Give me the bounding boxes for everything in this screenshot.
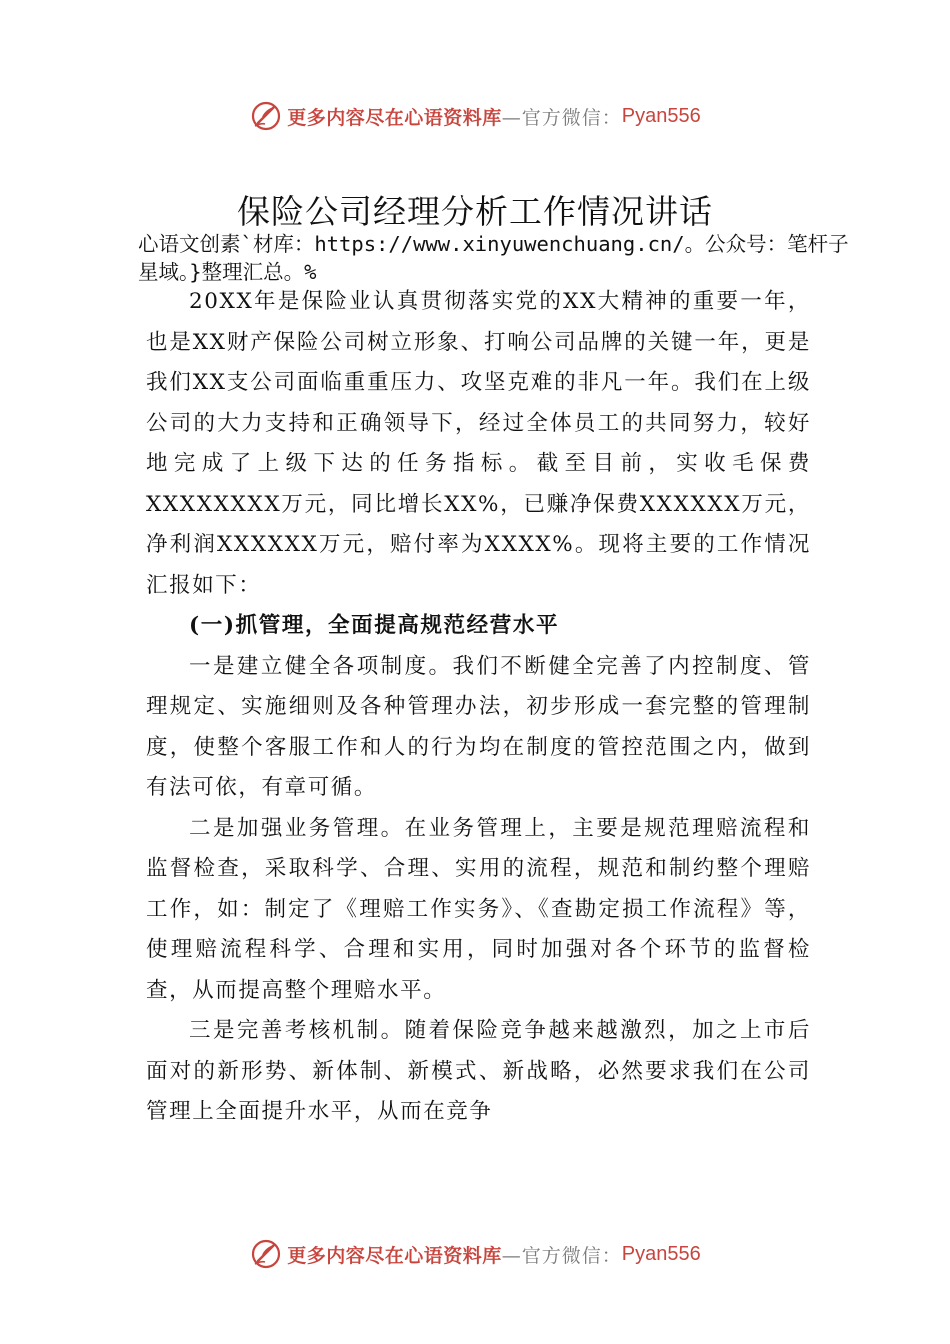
quill-logo-icon — [249, 1237, 283, 1271]
document-body — [146, 282, 811, 1133]
header-banner — [0, 96, 950, 136]
document-title: 保险公司经理分析工作情况讲话 — [237, 192, 713, 231]
footer-banner — [0, 1234, 950, 1274]
section-heading: (一)抓管理，全面提高规范经营水平 — [189, 613, 560, 638]
source-line: 心语文创素`材库：https://www.xinyuwenchuang.cn/。公众号：笔杆子星域。}整理汇总。% — [138, 232, 849, 284]
banner-library-text: 更多内容尽在心语资料库 — [287, 1244, 502, 1267]
banner-wechat-id: Pyan556 — [621, 1242, 701, 1265]
banner-wechat-label: —官方微信： — [501, 1244, 622, 1267]
quill-logo-icon — [249, 99, 283, 133]
paragraph-item-1: 一是建立健全各项制度。我们不断健全完善了内控制度、管理规定、实施细则及各种管理办法，初步形成一套完整的管理制度，使整个客服工作和人的行为均在制度的管控范围之内，做到有法可依，有章可循。 — [146, 653, 811, 800]
paragraph-item-3: 三是完善考核机制。随着保险竞争越来越激烈，加之上市后面对的新形势、新体制、新模式、新战略，必然要求我们在公司管理上全面提升水平，从而在竞争 — [146, 1018, 811, 1124]
banner-library-text: 更多内容尽在心语资料库 — [287, 106, 502, 129]
banner-wechat-id: Pyan556 — [621, 104, 701, 127]
paragraph-intro: 20XX年是保险业认真贯彻落实党的XX大精神的重要一年，也是XX财产保险公司树立形象、打响公司品牌的关键一年，更是我们XX支公司面临重重压力、攻坚克难的非凡一年。我们在上级公司的大力支持和正确领导下，经过全体员工的共同努力，较好地完成了上级下达的任务指标。截至目前，实收毛保费XXXXXXXX万元，同比增长XX%，已赚净保费XXXXXX万元，净利润XXXXXX万元，赔付率为XXXX%。现将主要的工作情况汇报如下： — [146, 289, 811, 598]
paragraph-item-2: 二是加强业务管理。在业务管理上，主要是规范理赔流程和监督检查，采取科学、合理、实用的流程，规范和制约整个理赔工作，如：制定了《理赔工作实务》、《查勘定损工作流程》等，使理赔流程科学、合理和实用，同时加强对各个环节的监督检查，从而提高整个理赔水平。 — [146, 815, 811, 1003]
banner-wechat-label: —官方微信： — [501, 106, 622, 129]
